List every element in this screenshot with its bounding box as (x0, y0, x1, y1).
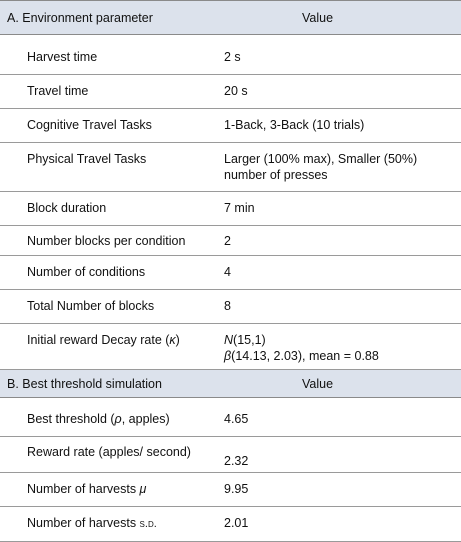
table-row (0, 289, 461, 323)
table-row (0, 323, 461, 369)
row-label: Number blocks per condition (0, 225, 207, 255)
row-value: 4.65 (207, 403, 461, 437)
row-value: 9.95 (207, 473, 461, 507)
row-label: Number of harvests μ (0, 473, 207, 507)
table-row (0, 191, 461, 225)
table-row (0, 108, 461, 142)
row-label: Number of harvests s.d. (0, 507, 207, 542)
table-row (0, 403, 461, 437)
mu-symbol: μ (139, 482, 147, 496)
row-label: Reward rate (apples/ second) (0, 437, 207, 473)
table-row (0, 437, 461, 473)
row-label: Block duration (0, 191, 207, 225)
row-value: 7 min (207, 191, 461, 225)
row-value: 2.01 (207, 507, 461, 542)
row-label: Harvest time (0, 41, 207, 75)
section-a-value-header: Value (207, 1, 461, 35)
row-value: Larger (100% max), Smaller (50%) number of presses (207, 142, 461, 191)
section-b-title: B. Best threshold simulation (0, 369, 207, 397)
section-a-header (0, 1, 461, 35)
row-label: Total Number of blocks (0, 289, 207, 323)
row-label: Initial reward Decay rate (κ) (0, 323, 207, 369)
row-value: 8 (207, 289, 461, 323)
row-label: Number of conditions (0, 255, 207, 289)
row-value: 2 (207, 225, 461, 255)
table-row (0, 255, 461, 289)
table-row (0, 225, 461, 255)
row-label: Physical Travel Tasks (0, 142, 207, 191)
row-label: Travel time (0, 74, 207, 108)
row-value: 4 (207, 255, 461, 289)
row-value: 20 s (207, 74, 461, 108)
table-row (0, 41, 461, 75)
table-row (0, 507, 461, 542)
table-row (0, 473, 461, 507)
row-label: Best threshold (ρ, apples) (0, 403, 207, 437)
table-row (0, 74, 461, 108)
row-value: 2 s (207, 41, 461, 75)
section-a-title: A. Environment parameter (0, 1, 207, 35)
kappa-symbol: κ (169, 332, 176, 347)
row-value: N(15,1) β(14.13, 2.03), mean = 0.88 (207, 323, 461, 369)
row-label: Cognitive Travel Tasks (0, 108, 207, 142)
sd-abbrev: s.d. (139, 518, 157, 530)
table-row (0, 142, 461, 191)
row-value: 2.32 (207, 437, 461, 473)
rho-symbol: ρ (114, 412, 122, 426)
section-b-header (0, 369, 461, 397)
row-value: 1-Back, 3-Back (10 trials) (207, 108, 461, 142)
section-b-value-header: Value (207, 369, 461, 397)
